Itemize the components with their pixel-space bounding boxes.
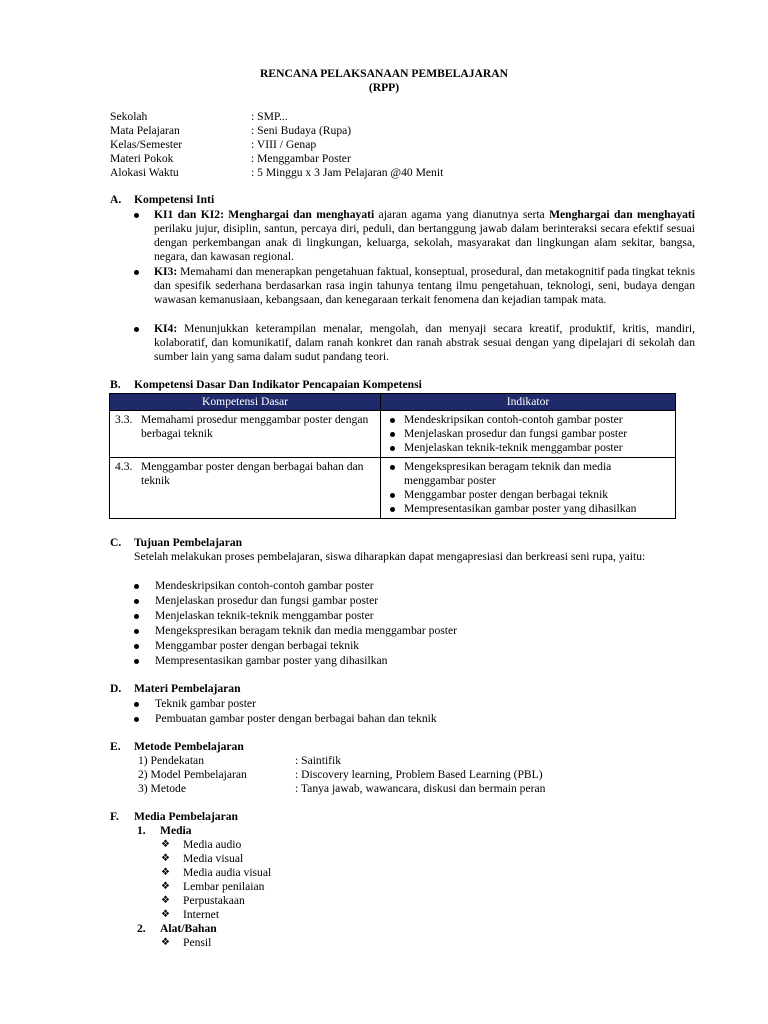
section-title: Kompetensi Inti (134, 193, 215, 206)
competency-table (109, 393, 676, 519)
list-item (134, 639, 457, 654)
list-item (134, 579, 457, 594)
section-title: Materi Pembelajaran (134, 682, 241, 695)
identity-label: Materi Pokok (110, 152, 174, 165)
list-item: Mendeskripsikan contoh-contoh gambar poster (385, 413, 671, 427)
identity-value: : Seni Budaya (Rupa) (251, 124, 352, 137)
method-value: : Tanya jawab, wawancara, diskusi dan bermain peran (295, 782, 546, 795)
kd-cell (110, 411, 381, 458)
bullet-icon (134, 213, 139, 218)
list-item (134, 624, 457, 639)
objective-intro: Setelah melakukan proses pembelajaran, siswa diharapkan dapat mengapresiasi dan berkreasi seni rupa, yaitu: (134, 550, 646, 563)
list-item (161, 880, 271, 894)
list-item: Menjelaskan prosedur dan fungsi gambar poster (385, 427, 671, 441)
list-item-text: Pembuatan gambar poster dengan berbagai bahan dan teknik (155, 712, 437, 725)
table-header-row (110, 394, 676, 411)
diamond-bullet-icon: ❖ (161, 881, 170, 892)
list-item: Menggambar poster dengan berbagai teknik (385, 488, 671, 502)
list-item-text: Lembar penilaian (183, 880, 265, 893)
diamond-bullet-icon: ❖ (161, 909, 170, 920)
column-header-indicator: Indikator (381, 394, 676, 411)
diamond-bullet-icon: ❖ (161, 839, 170, 850)
section-d-heading (110, 682, 241, 696)
section-title: Media Pembelajaran (134, 810, 238, 823)
ki4-paragraph (154, 322, 695, 364)
kd-cell (110, 458, 381, 519)
ki3-label: KI3: (154, 265, 178, 278)
bullet-icon (134, 327, 139, 332)
ki1-emphasis: Menghargai dan menghayati (549, 208, 695, 221)
ki1-label: KI1 dan KI2: Menghargai dan menghayati (154, 208, 375, 221)
identity-value: : SMP... (251, 110, 288, 123)
bullet-icon (134, 659, 139, 664)
identity-label: Mata Pelajaran (110, 124, 180, 137)
list-item-text: Menjelaskan teknik-teknik menggambar poster (155, 609, 374, 622)
bullet-icon (134, 644, 139, 649)
table-row (110, 458, 676, 519)
section-a-heading (110, 193, 214, 207)
ki4-text: Menunjukkan keterampilan menalar, mengolah, dan menyaji secara kreatif, produktif, kritis, mandiri, kolaboratif, dan komunikatif, dalam ranah konkret dan ranah abstrak sesuai dengan yang dipelajari di sekolah dan sumber lain yang sama dalam sudut pandang teori. (154, 322, 695, 363)
list-item-text: Media audio (183, 838, 242, 851)
method-row (138, 782, 546, 796)
bullet-icon (134, 614, 139, 619)
list-item (161, 866, 271, 880)
list-item-text: Internet (183, 908, 220, 921)
list-item-text: Perpustakaan (183, 894, 245, 907)
subheading-title: Alat/Bahan (160, 922, 217, 935)
section-letter: E. (110, 740, 121, 753)
section-title: Tujuan Pembelajaran (134, 536, 243, 549)
list-item-text: Mendeskripsikan contoh-contoh gambar poster (155, 579, 374, 592)
list-item-text: Menggambar poster dengan berbagai teknik (155, 639, 360, 652)
section-letter: A. (110, 193, 122, 206)
section-f-heading (110, 810, 238, 824)
media-list (161, 838, 271, 922)
list-item (134, 697, 437, 712)
list-item-text: Mengekspresikan beragam teknik dan media menggambar poster (155, 624, 457, 637)
column-header-kd: Kompetensi Dasar (110, 394, 381, 411)
identity-row (110, 138, 317, 152)
bullet-icon (134, 270, 139, 275)
bullet-icon (134, 702, 139, 707)
indicator-cell (381, 458, 676, 519)
list-item-text: Menjelaskan prosedur dan fungsi gambar poster (155, 594, 379, 607)
list-item: Menjelaskan teknik-teknik menggambar poster (385, 441, 671, 455)
method-row (138, 768, 543, 782)
list-item: Mengekspresikan beragam teknik dan media menggambar poster (385, 460, 671, 488)
method-label: 1) Pendekatan (138, 754, 204, 767)
bullet-icon (134, 584, 139, 589)
method-value: : Saintifik (295, 754, 342, 767)
list-item (161, 852, 271, 866)
list-item (134, 654, 457, 669)
list-item-text: Mempresentasikan gambar poster yang dihasilkan (155, 654, 388, 667)
section-letter: F. (110, 810, 119, 823)
kd-number: 3.3. (115, 413, 133, 426)
list-item-text: Pensil (183, 936, 212, 949)
kd-number: 4.3. (115, 460, 133, 473)
diamond-bullet-icon: ❖ (161, 937, 170, 948)
ki4-label: KI4: (154, 322, 178, 335)
section-b-heading (110, 378, 422, 392)
bullet-icon (134, 717, 139, 722)
method-value: : Discovery learning, Problem Based Learning (PBL) (295, 768, 543, 781)
diamond-bullet-icon: ❖ (161, 895, 170, 906)
list-item: Mempresentasikan gambar poster yang dihasilkan (385, 502, 671, 516)
indicator-cell (381, 411, 676, 458)
indicator-list (385, 413, 671, 455)
objective-list (134, 579, 457, 669)
kd-text: Menggambar poster dengan berbagai bahan dan teknik (141, 460, 364, 487)
section-c-heading (110, 536, 242, 550)
ki1-paragraph (154, 208, 695, 264)
identity-label: Alokasi Waktu (110, 166, 179, 179)
list-item (134, 609, 457, 624)
tools-subheading (137, 922, 217, 936)
identity-row (110, 166, 444, 180)
ki1-text-cont: perilaku jujur, disiplin, santun, percaya diri, peduli, dan bertanggung jawab dalam berinteraksi secara efektif sesuai dengan perkembangan anak di lingkungan, keluarga, sekolah, masyarakat dan lingkungan alam sekitar, bangsa, negara, dan kawasan regional. (154, 222, 695, 263)
document-title: RENCANA PELAKSANAAN PEMBELAJARAN (260, 67, 508, 80)
tools-list (161, 936, 211, 950)
bullet-icon (134, 629, 139, 634)
list-item (161, 936, 211, 950)
identity-value: : VIII / Genap (251, 138, 317, 151)
section-letter: B. (110, 378, 121, 391)
section-title: Metode Pembelajaran (134, 740, 244, 753)
list-item-text: Media visual (183, 852, 244, 865)
diamond-bullet-icon: ❖ (161, 867, 170, 878)
identity-label: Sekolah (110, 110, 148, 123)
ki3-text: Memahami dan menerapkan pengetahuan faktual, konseptual, prosedural, dan metakognitif pada tingkat teknis dan spesifik sederhana berdasarkan rasa ingin tahunya tentang ilmu pengetahuan, teknologi, seni, budaya dengan wawasan kemanusiaan, kebangsaan, dan kenegaraan terkait fenomena dan kejadian tampak mata. (154, 265, 695, 306)
list-item (134, 594, 457, 609)
bullet-icon (134, 599, 139, 604)
subheading-number: 1. (137, 824, 146, 837)
list-item-text: Media audia visual (183, 866, 272, 879)
identity-value: : Menggambar Poster (251, 152, 351, 165)
identity-block (110, 110, 444, 180)
ki1-text: ajaran agama yang dianutnya serta (374, 208, 550, 221)
kd-item (114, 460, 376, 488)
table-row (110, 411, 676, 458)
document-subtitle: (RPP) (368, 81, 400, 94)
method-label: 3) Metode (138, 782, 186, 795)
list-item (161, 908, 271, 922)
identity-row (110, 124, 352, 138)
kd-text: Memahami prosedur menggambar poster dengan berbagai teknik (141, 413, 369, 440)
indicator-list (385, 460, 671, 516)
ki3-paragraph (154, 265, 695, 307)
media-subheading (137, 824, 192, 838)
section-letter: C. (110, 536, 122, 549)
identity-value: : 5 Minggu x 3 Jam Pelajaran @40 Menit (251, 166, 444, 179)
method-row (138, 754, 342, 768)
identity-label: Kelas/Semester (110, 138, 183, 151)
identity-row (110, 110, 288, 124)
subheading-number: 2. (137, 922, 146, 935)
section-title: Kompetensi Dasar Dan Indikator Pencapaian Kompetensi (134, 378, 422, 391)
list-item-text: Teknik gambar poster (155, 697, 256, 710)
method-list (138, 754, 546, 796)
diamond-bullet-icon: ❖ (161, 853, 170, 864)
kd-item (114, 413, 376, 441)
section-e-heading (110, 740, 244, 754)
subheading-title: Media (160, 824, 192, 837)
list-item (161, 894, 271, 908)
list-item (134, 712, 437, 727)
identity-row (110, 152, 351, 166)
list-item (161, 838, 271, 852)
material-list (134, 697, 437, 727)
method-label: 2) Model Pembelajaran (138, 768, 247, 781)
section-letter: D. (110, 682, 122, 695)
